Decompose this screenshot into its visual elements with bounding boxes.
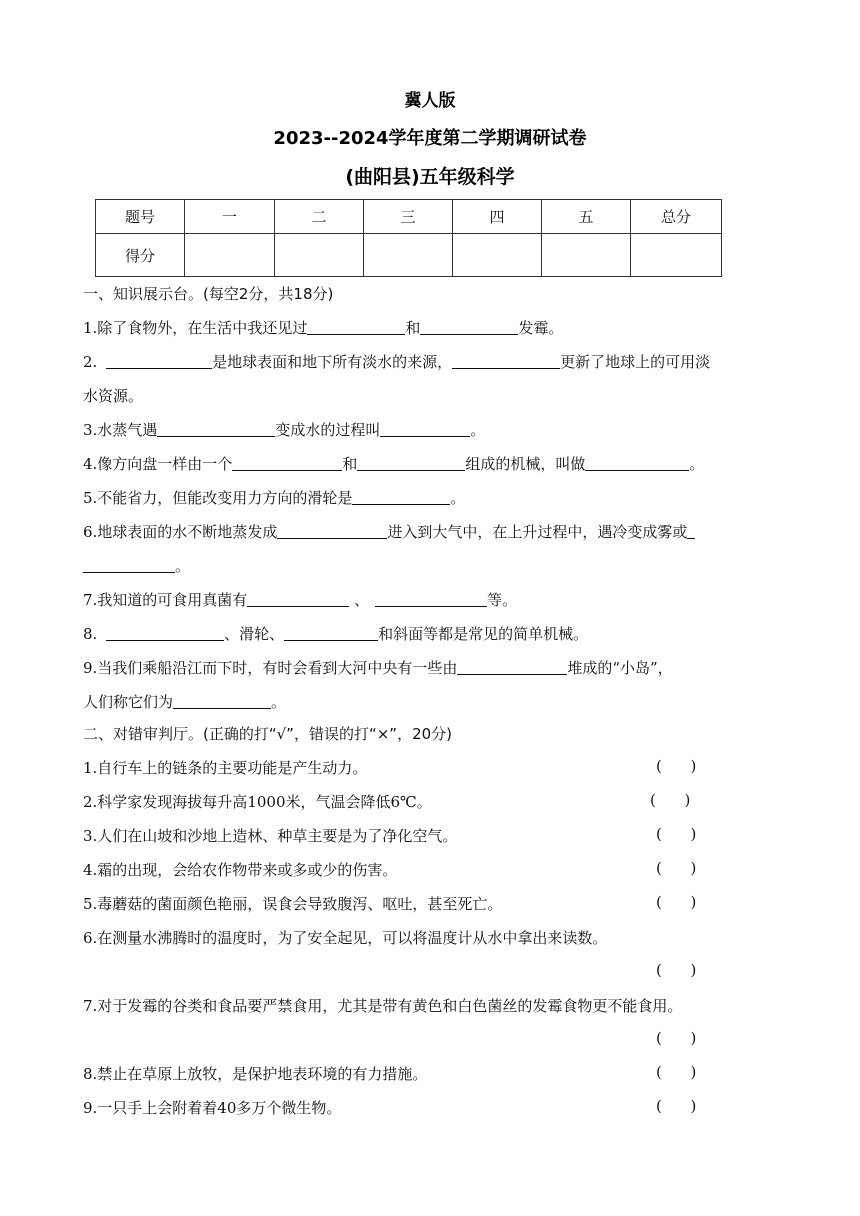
question-text: 3.水蒸气遇 (83, 421, 158, 439)
question-text: 4.像方向盘一样由一个 (83, 455, 233, 473)
score-row-label: 得分 (96, 234, 185, 277)
question-text: 8. (83, 625, 103, 643)
answer-blank[interactable] (157, 421, 275, 437)
question-text: 5.不能省力，但能改变用力方向的滑轮是 (83, 489, 353, 507)
answer-blank[interactable] (352, 489, 450, 505)
publisher-label: 冀人版 (404, 91, 456, 111)
question-text: 和 (405, 319, 421, 337)
question-1-9 (83, 657, 673, 678)
score-table-header-row (96, 200, 722, 234)
question-text: 变成水的过程叫 (275, 421, 381, 439)
score-cell[interactable] (453, 234, 542, 277)
question-1-6-continued (83, 555, 190, 576)
answer-blank[interactable] (420, 319, 518, 335)
answer-parentheses[interactable]: ( ) (656, 1063, 697, 1081)
question-1-4 (83, 453, 704, 474)
judge-item-3: 3.人们在山坡和沙地上造林、种草主要是为了净化空气。 (83, 827, 458, 845)
answer-blank[interactable] (457, 659, 567, 675)
question-text: 进入到大气中，在上升过程中，遇冷变成雾或 (387, 523, 688, 541)
question-text: 。 (271, 693, 287, 711)
judge-item-1: 1.自行车上的链条的主要功能是产生动力。 (83, 759, 368, 777)
exam-title: 2023--2024学年度第二学期调研试卷 (273, 128, 587, 149)
answer-parentheses[interactable]: ( ) (656, 859, 697, 877)
answer-blank[interactable] (452, 353, 560, 369)
question-text: 2. (83, 353, 103, 371)
question-text: 组成的机械，叫做 (465, 455, 586, 473)
question-text: 和 (342, 455, 358, 473)
question-text: 、滑轮、 (224, 625, 285, 643)
question-1-6 (83, 521, 695, 542)
score-header-cell: 三 (364, 200, 453, 234)
exam-subtitle: (曲阳县)五年级科学 (345, 166, 515, 188)
answer-parentheses[interactable]: ( ) (656, 1029, 697, 1047)
question-text: 是地球表面和地下所有淡水的来源， (212, 353, 453, 371)
question-text: 6.地球表面的水不断地蒸发成 (83, 523, 278, 541)
question-1-7 (83, 589, 517, 610)
question-text: 更新了地球上的可用淡 (560, 353, 711, 371)
question-text: 和斜面等都是常见的简单机械。 (378, 625, 589, 643)
answer-parentheses[interactable]: ( ) (656, 961, 697, 979)
answer-blank[interactable] (357, 455, 465, 471)
score-header-cell: 总分 (631, 200, 722, 234)
score-cell[interactable] (631, 234, 722, 277)
answer-parentheses[interactable]: ( ) (650, 791, 691, 809)
question-1-8 (83, 623, 588, 644)
judge-item-7: 7.对于发霉的谷类和食品要严禁食用，尤其是带有黄色和白色菌丝的发霉食物更不能食用。 (83, 997, 683, 1015)
answer-parentheses[interactable]: ( ) (656, 893, 697, 911)
question-text: 发霉。 (518, 319, 564, 337)
answer-blank[interactable] (687, 523, 695, 539)
question-text: 等。 (487, 591, 518, 609)
question-text: 7.我知道的可食用真菌有 (83, 591, 248, 609)
judge-item-2: 2.科学家发现海拔每升高1000米，气温会降低6℃。 (83, 793, 432, 811)
question-1-3 (83, 419, 485, 440)
answer-blank[interactable] (375, 591, 487, 607)
judge-item-6: 6.在测量水沸腾时的温度时，为了安全起见，可以将温度计从水中拿出来读数。 (83, 929, 608, 947)
question-text: 、 (349, 591, 370, 609)
answer-blank[interactable] (173, 693, 271, 709)
question-1-1 (83, 317, 563, 338)
question-text: 。 (175, 557, 191, 575)
answer-parentheses[interactable]: ( ) (656, 757, 697, 775)
judge-item-8: 8.禁止在草原上放牧，是保护地表环境的有力措施。 (83, 1065, 428, 1083)
score-table-score-row (96, 234, 722, 277)
question-1-2-continued: 水资源。 (83, 387, 144, 405)
score-header-cell: 四 (453, 200, 542, 234)
score-header-cell: 题号 (96, 200, 185, 234)
judge-item-4: 4.霜的出现，会给农作物带来或多或少的伤害。 (83, 861, 398, 879)
answer-blank[interactable] (232, 455, 342, 471)
question-1-9-continued (83, 691, 286, 712)
answer-blank[interactable] (106, 353, 212, 369)
answer-blank[interactable] (83, 557, 175, 573)
judge-item-5: 5.毒蘑菇的菌面颜色艳丽，误食会导致腹泻、呕吐，甚至死亡。 (83, 895, 503, 913)
question-1-2 (83, 351, 710, 372)
question-text: 堆成的“小岛”， (567, 659, 673, 677)
score-cell[interactable] (185, 234, 275, 277)
question-text: 。 (689, 455, 705, 473)
score-table (95, 199, 722, 277)
answer-parentheses[interactable]: ( ) (656, 1097, 697, 1115)
score-cell[interactable] (542, 234, 631, 277)
question-text: 人们称它们为 (83, 693, 174, 711)
answer-parentheses[interactable]: ( ) (656, 825, 697, 843)
answer-blank[interactable] (307, 319, 405, 335)
question-text: 。 (470, 421, 486, 439)
answer-blank[interactable] (284, 625, 378, 641)
judge-item-9: 9.一只手上会附着着40多万个微生物。 (83, 1099, 342, 1117)
question-text: 。 (450, 489, 466, 507)
section1-heading: 一、知识展示台。(每空2分，共18分) (83, 285, 334, 303)
score-cell[interactable] (275, 234, 364, 277)
score-header-cell: 五 (542, 200, 631, 234)
answer-blank[interactable] (277, 523, 387, 539)
question-text: 1.除了食物外，在生活中我还见过 (83, 319, 308, 337)
score-cell[interactable] (364, 234, 453, 277)
answer-blank[interactable] (106, 625, 224, 641)
question-text: 9.当我们乘船沿江而下时，有时会看到大河中央有一些由 (83, 659, 458, 677)
score-header-cell: 二 (275, 200, 364, 234)
section2-heading: 二、对错审判厅。(正确的打“√”，错误的打“×”，20分) (83, 725, 453, 743)
answer-blank[interactable] (380, 421, 470, 437)
question-1-5 (83, 487, 465, 508)
answer-blank[interactable] (585, 455, 689, 471)
score-header-cell: 一 (185, 200, 275, 234)
answer-blank[interactable] (247, 591, 349, 607)
